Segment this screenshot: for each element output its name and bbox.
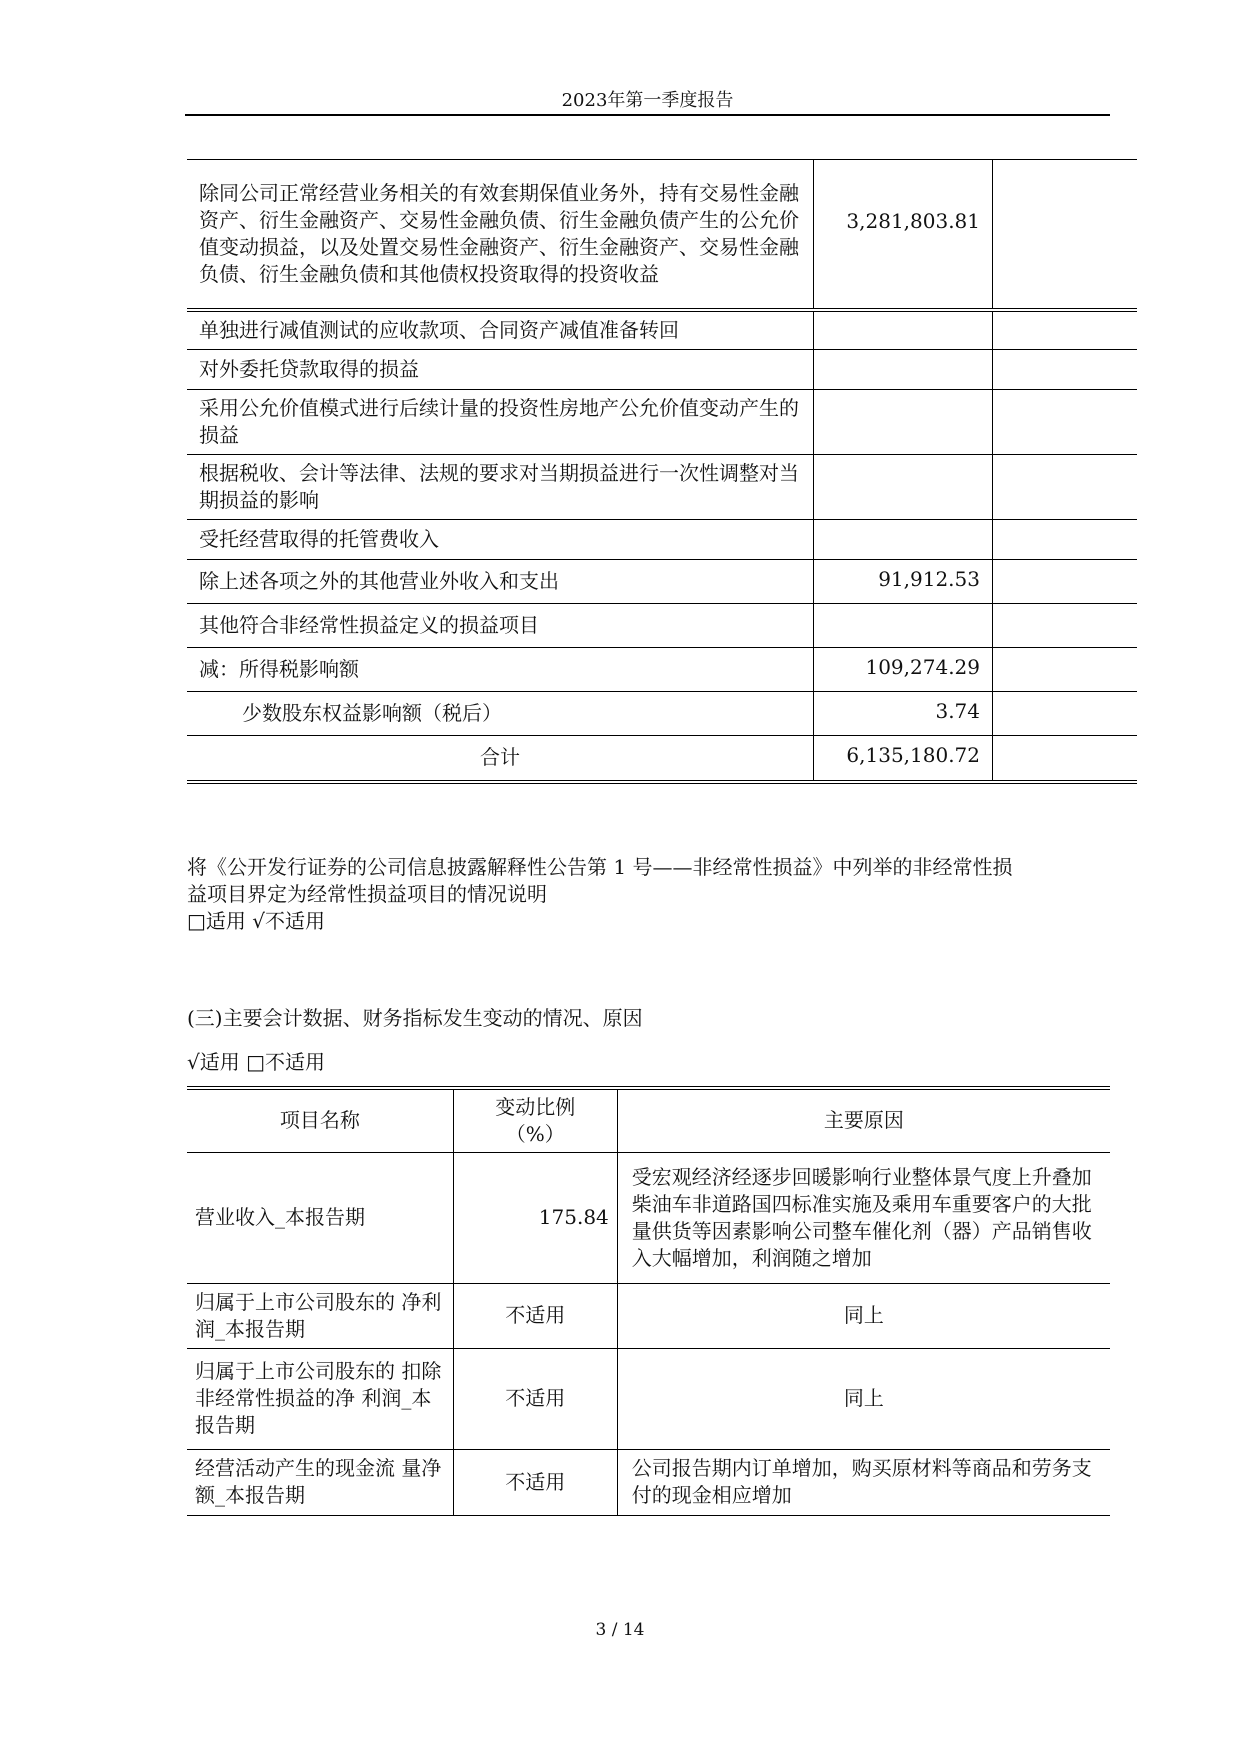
report-header-title: 2023年第一季度报告	[561, 90, 734, 111]
main-reason: 公司报告期内订单增加，购买原材料等商品和劳务支付的现金相应增加	[617, 1449, 1110, 1515]
header-item-name: 项目名称	[187, 1088, 453, 1152]
item-name: 对外委托贷款取得的损益	[187, 350, 814, 390]
extra-cell	[993, 648, 1138, 692]
table-row	[187, 390, 1137, 455]
extra-cell	[993, 692, 1138, 736]
table-row	[187, 520, 1137, 560]
item-amount: 3.74	[814, 692, 993, 736]
extra-cell	[993, 455, 1138, 520]
table-header-row	[187, 1088, 1110, 1152]
total-amount: 6,135,180.72	[814, 736, 993, 782]
section-3-heading: (三)主要会计数据、财务指标发生变动的情况、原因	[187, 1006, 643, 1030]
item-name: 受托经营取得的托管费收入	[187, 520, 814, 560]
change-ratio: 不适用	[453, 1283, 617, 1348]
main-reason: 同上	[617, 1283, 1110, 1348]
extra-cell	[993, 604, 1138, 648]
extra-cell	[993, 736, 1138, 782]
item-amount	[814, 350, 993, 390]
item-name: 采用公允价值模式进行后续计量的投资性房地产公允价值变动产生的损益	[187, 390, 814, 455]
financial-change-table	[187, 1086, 1110, 1516]
table-row	[187, 604, 1137, 648]
item-amount	[814, 455, 993, 520]
table-row	[187, 1152, 1110, 1283]
note-line: 将《公开发行证券的公司信息披露解释性公告第 1 号——非经常性损益》中列举的非经常性损	[187, 855, 1013, 879]
item-name: 除上述各项之外的其他营业外收入和支出	[187, 560, 814, 604]
non-recurring-gains-table	[187, 159, 1137, 784]
item-name: 归属于上市公司股东的 净利润_本报告期	[187, 1283, 453, 1348]
table-row	[187, 560, 1137, 604]
main-reason: 同上	[617, 1348, 1110, 1449]
table-row	[187, 1449, 1110, 1515]
extra-cell	[993, 560, 1138, 604]
total-label: 合计	[187, 736, 814, 782]
item-name: 减：所得税影响额	[187, 648, 814, 692]
page-number: 3 / 14	[595, 1620, 645, 1640]
extra-cell	[993, 390, 1138, 455]
header-ratio-unit: （%）	[505, 1121, 565, 1146]
item-amount	[814, 310, 993, 350]
header-main-reason: 主要原因	[617, 1088, 1110, 1152]
table-row	[187, 455, 1137, 520]
item-name: 归属于上市公司股东的 扣除非经常性损益的净 利润_本报告期	[187, 1348, 453, 1449]
item-amount: 91,912.53	[814, 560, 993, 604]
item-name: 其他符合非经常性损益定义的损益项目	[187, 604, 814, 648]
section-3-applicability: √适用 □不适用	[187, 1050, 325, 1074]
table-row	[187, 160, 1137, 310]
change-ratio: 不适用	[453, 1348, 617, 1449]
item-name: 少数股东权益影响额（税后）	[187, 692, 814, 736]
header-rule	[185, 114, 1110, 116]
item-amount: 109,274.29	[814, 648, 993, 692]
extra-cell	[993, 310, 1138, 350]
item-name: 除同公司正常经营业务相关的有效套期保值业务外，持有交易性金融资产、衍生金融资产、交易性金融负债、衍生金融负债产生的公允价值变动损益，以及处置交易性金融资产、衍生金融资产、交易性金融负债、衍生金融负债和其他债权投资取得的投资收益	[187, 160, 814, 310]
table-row	[187, 1283, 1110, 1348]
note-line: 益项目界定为经常性损益项目的情况说明	[187, 882, 547, 906]
item-amount	[814, 604, 993, 648]
table-row	[187, 648, 1137, 692]
header-change-ratio	[453, 1088, 617, 1152]
extra-cell	[993, 520, 1138, 560]
item-name: 营业收入_本报告期	[187, 1152, 453, 1283]
item-amount	[814, 520, 993, 560]
main-reason: 受宏观经济经逐步回暖影响行业整体景气度上升叠加柴油车非道路国四标准实施及乘用车重要客户的大批量供货等因素影响公司整车催化剂（器）产品销售收入大幅增加，利润随之增加	[617, 1152, 1110, 1283]
item-name: 根据税收、会计等法律、法规的要求对当期损益进行一次性调整对当期损益的影响	[187, 455, 814, 520]
change-ratio: 不适用	[453, 1449, 617, 1515]
table-row	[187, 350, 1137, 390]
item-amount: 3,281,803.81	[814, 160, 993, 310]
extra-cell	[993, 350, 1138, 390]
reclassification-note	[187, 854, 1112, 935]
item-amount	[814, 390, 993, 455]
item-name: 单独进行减值测试的应收款项、合同资产减值准备转回	[187, 310, 814, 350]
note-applicability: □适用 √不适用	[187, 909, 325, 933]
change-ratio: 175.84	[453, 1152, 617, 1283]
item-name: 经营活动产生的现金流 量净额_本报告期	[187, 1449, 453, 1515]
table-row	[187, 310, 1137, 350]
header-ratio-line: 变动比例	[495, 1094, 576, 1119]
table-row	[187, 692, 1137, 736]
extra-cell	[993, 160, 1138, 310]
table-row	[187, 1348, 1110, 1449]
table-row-total	[187, 736, 1137, 782]
